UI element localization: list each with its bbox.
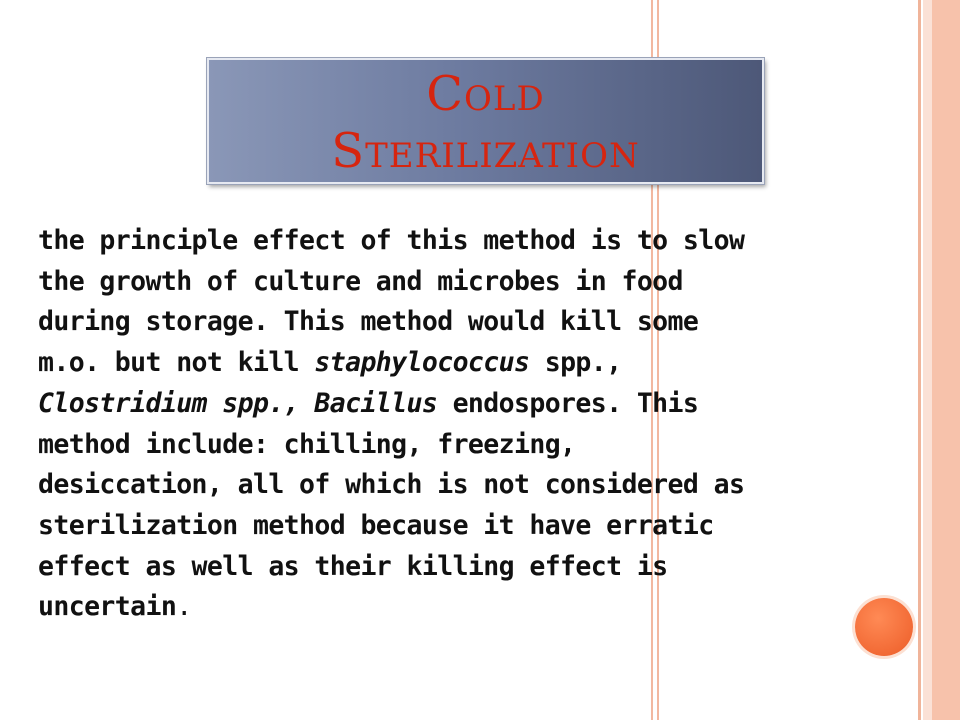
slide-title-box bbox=[207, 58, 764, 184]
body-line bbox=[38, 384, 908, 425]
decorative-circle bbox=[855, 598, 913, 656]
decorative-stripe bbox=[923, 0, 932, 720]
body-line: during storage. This method would kill some bbox=[38, 306, 699, 338]
decorative-stripe bbox=[918, 0, 921, 720]
body-text-segment: m.o. but not kill bbox=[38, 347, 315, 379]
body-line: desiccation, all of which is not considered as bbox=[38, 469, 745, 501]
species-name: Clostridium spp., Bacillus bbox=[38, 387, 438, 419]
body-line: effect as well as their killing effect is bbox=[38, 550, 668, 582]
body-line: sterilization method because it have erratic bbox=[38, 509, 714, 541]
body-line: method include: chilling, freezing, bbox=[38, 428, 576, 460]
body-text-segment: endospores. This bbox=[437, 387, 699, 419]
slide-body-text bbox=[38, 221, 908, 628]
body-line bbox=[38, 587, 908, 628]
body-line: the growth of culture and microbes in food bbox=[38, 265, 683, 297]
title-line: Sterilization bbox=[331, 123, 640, 179]
species-name: staphylococcus bbox=[314, 347, 530, 379]
body-text-segment: spp., bbox=[529, 347, 622, 379]
body-text-segment: . bbox=[176, 591, 192, 623]
title-line: Cold bbox=[426, 66, 545, 122]
body-line bbox=[38, 343, 908, 384]
body-text-segment: uncertain bbox=[38, 591, 177, 623]
body-line: the principle effect of this method is to slow bbox=[38, 225, 745, 256]
decorative-stripe bbox=[932, 0, 960, 720]
slide-title bbox=[209, 66, 762, 180]
